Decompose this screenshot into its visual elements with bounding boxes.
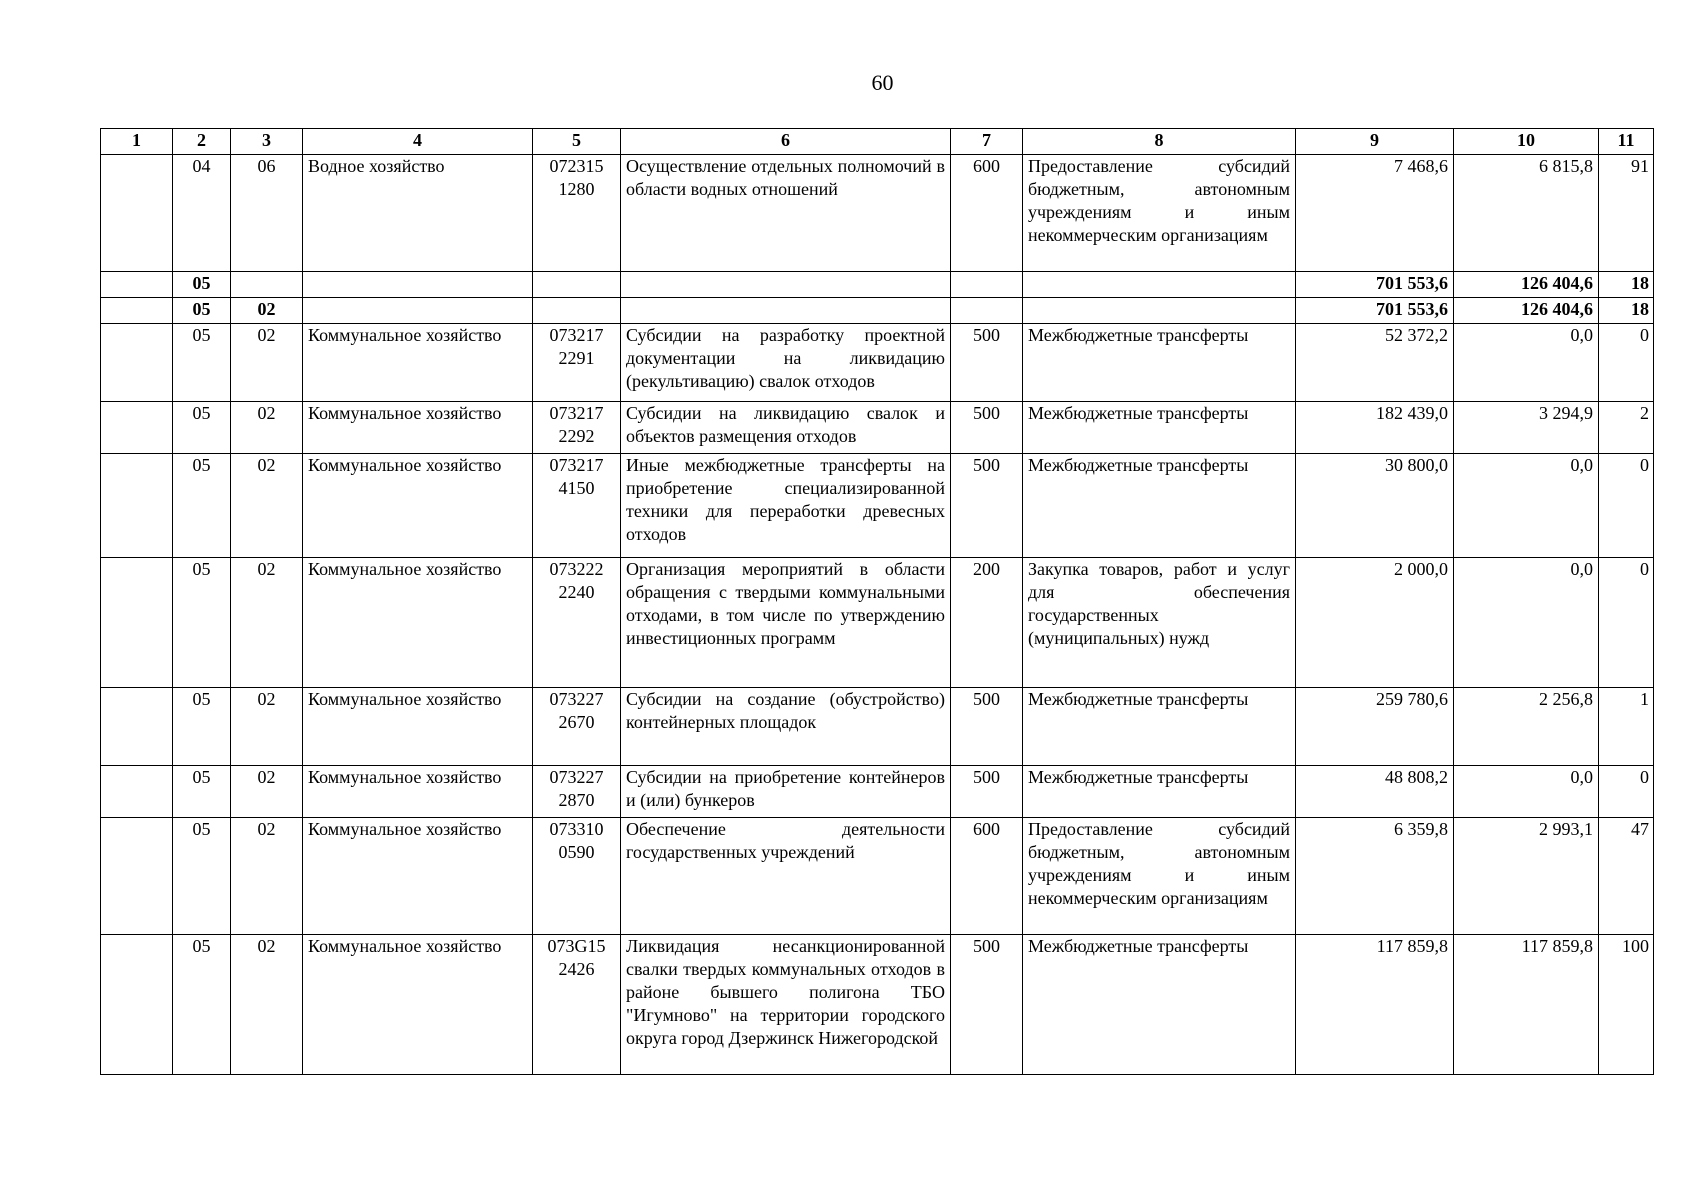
code-line-2: 1280 [558,179,595,199]
cell-actual: 2 256,8 [1454,688,1599,766]
cell-description [621,298,951,324]
code-line-2: 4150 [558,478,595,498]
column-header-1: 1 [101,129,173,155]
cell-actual: 2 993,1 [1454,818,1599,935]
column-header-7: 7 [951,129,1023,155]
cell-name: Коммунальное хозяйство [303,935,533,1075]
cell-subsection: 02 [231,298,303,324]
cell-subsection: 02 [231,402,303,454]
cell-expense-type [951,272,1023,298]
code-line-1: 073310 [549,819,604,839]
code-line-2: 2240 [558,582,595,602]
cell-target-code [533,454,621,558]
cell-name: Коммунальное хозяйство [303,766,533,818]
cell-section: 05 [173,558,231,688]
code-line-1: 073227 [549,689,604,709]
column-header-10: 10 [1454,129,1599,155]
cell-col1 [101,272,173,298]
code-line-2: 0590 [558,842,595,862]
cell-planned: 52 372,2 [1296,324,1454,402]
cell-planned: 2 000,0 [1296,558,1454,688]
subtotal-row [101,298,1654,324]
table-row [101,766,1654,818]
cell-actual: 0,0 [1454,766,1599,818]
code-line-2: 2670 [558,712,595,732]
cell-section: 05 [173,402,231,454]
cell-description: Обеспечение деятельности государственных учреждений [621,818,951,935]
cell-name: Коммунальное хозяйство [303,558,533,688]
cell-expense-name [1023,272,1296,298]
cell-planned: 701 553,6 [1296,298,1454,324]
cell-expense-type: 600 [951,155,1023,272]
cell-expense-name: Межбюджетные трансферты [1023,688,1296,766]
column-header-3: 3 [231,129,303,155]
cell-description [621,272,951,298]
cell-percent: 0 [1599,454,1654,558]
column-header-11: 11 [1599,129,1654,155]
code-line-1: 073217 [549,403,604,423]
cell-expense-type [951,298,1023,324]
column-header-4: 4 [303,129,533,155]
code-line-2: 2870 [558,790,595,810]
cell-col1 [101,402,173,454]
cell-expense-type: 500 [951,935,1023,1075]
cell-subsection: 06 [231,155,303,272]
cell-percent: 91 [1599,155,1654,272]
cell-expense-type: 500 [951,402,1023,454]
cell-col1 [101,558,173,688]
budget-table [100,128,1654,1075]
cell-target-code [533,558,621,688]
cell-section: 05 [173,688,231,766]
code-line-2: 2292 [558,426,595,446]
cell-expense-type: 500 [951,324,1023,402]
cell-section: 05 [173,935,231,1075]
cell-expense-name: Межбюджетные трансферты [1023,766,1296,818]
cell-description: Субсидии на разработку проектной документации на ликвидацию (рекультивацию) свалок отходов [621,324,951,402]
cell-col1 [101,324,173,402]
cell-target-code [533,402,621,454]
cell-section: 05 [173,298,231,324]
column-header-5: 5 [533,129,621,155]
cell-expense-type: 200 [951,558,1023,688]
cell-subsection: 02 [231,935,303,1075]
cell-name: Коммунальное хозяйство [303,688,533,766]
cell-expense-type: 600 [951,818,1023,935]
cell-name: Коммунальное хозяйство [303,454,533,558]
cell-subsection: 02 [231,688,303,766]
cell-planned: 6 359,8 [1296,818,1454,935]
cell-expense-name: Предоставление субсидий бюджетным, автономным учреждениям и иным некоммерческим организациям [1023,818,1296,935]
cell-description: Субсидии на приобретение контейнеров и (или) бункеров [621,766,951,818]
code-line-1: 073G15 [547,936,606,956]
code-line-1: 073217 [549,325,604,345]
cell-subsection: 02 [231,324,303,402]
cell-name [303,272,533,298]
cell-subsection: 02 [231,558,303,688]
table-row [101,324,1654,402]
cell-description: Иные межбюджетные трансферты на приобретение специализированной техники для переработки древесных отходов [621,454,951,558]
table-row [101,402,1654,454]
cell-section: 05 [173,818,231,935]
cell-actual: 126 404,6 [1454,272,1599,298]
cell-target-code [533,935,621,1075]
column-header-6: 6 [621,129,951,155]
code-line-2: 2291 [558,348,595,368]
code-line-1: 073227 [549,767,604,787]
cell-planned: 701 553,6 [1296,272,1454,298]
cell-expense-name: Межбюджетные трансферты [1023,935,1296,1075]
cell-name: Водное хозяйство [303,155,533,272]
cell-target-code [533,688,621,766]
column-header-9: 9 [1296,129,1454,155]
cell-target-code [533,818,621,935]
cell-name [303,298,533,324]
cell-percent: 0 [1599,766,1654,818]
cell-name: Коммунальное хозяйство [303,324,533,402]
cell-percent: 18 [1599,298,1654,324]
cell-description: Осуществление отдельных полномочий в области водных отношений [621,155,951,272]
cell-expense-type: 500 [951,766,1023,818]
cell-actual: 126 404,6 [1454,298,1599,324]
cell-description: Субсидии на ликвидацию свалок и объектов размещения отходов [621,402,951,454]
cell-planned: 117 859,8 [1296,935,1454,1075]
cell-planned: 48 808,2 [1296,766,1454,818]
cell-subsection [231,272,303,298]
page-number: 60 [871,70,894,95]
cell-col1 [101,766,173,818]
cell-actual: 0,0 [1454,324,1599,402]
cell-expense-type: 500 [951,688,1023,766]
cell-actual: 3 294,9 [1454,402,1599,454]
table-row [101,688,1654,766]
cell-section: 04 [173,155,231,272]
cell-description: Субсидии на создание (обустройство) контейнерных площадок [621,688,951,766]
cell-description: Организация мероприятий в области обращения с твердыми коммунальными отходами, в том числе по утверждению инвестиционных программ [621,558,951,688]
cell-percent: 18 [1599,272,1654,298]
table-row [101,454,1654,558]
cell-target-code [533,155,621,272]
code-line-1: 073217 [549,455,604,475]
column-header-8: 8 [1023,129,1296,155]
cell-section: 05 [173,766,231,818]
cell-expense-name [1023,298,1296,324]
cell-col1 [101,935,173,1075]
code-line-1: 073222 [549,559,604,579]
cell-description: Ликвидация несанкционированной свалки твердых коммунальных отходов в районе бывшего полигона ТБО "Игумново" на территории городского округа город Дзержинск Нижегородской [621,935,951,1075]
cell-actual: 6 815,8 [1454,155,1599,272]
cell-target-code [533,272,621,298]
cell-expense-name: Межбюджетные трансферты [1023,324,1296,402]
cell-actual: 0,0 [1454,558,1599,688]
cell-target-code [533,324,621,402]
cell-section: 05 [173,324,231,402]
cell-col1 [101,454,173,558]
cell-target-code [533,298,621,324]
table-row [101,155,1654,272]
cell-planned: 182 439,0 [1296,402,1454,454]
cell-percent: 100 [1599,935,1654,1075]
cell-expense-name: Межбюджетные трансферты [1023,402,1296,454]
cell-col1 [101,155,173,272]
subtotal-row [101,272,1654,298]
cell-name: Коммунальное хозяйство [303,818,533,935]
cell-name: Коммунальное хозяйство [303,402,533,454]
cell-actual: 0,0 [1454,454,1599,558]
cell-subsection: 02 [231,818,303,935]
cell-expense-name: Предоставление субсидий бюджетным, автономным учреждениям и иным некоммерческим организациям [1023,155,1296,272]
cell-percent: 0 [1599,558,1654,688]
cell-planned: 30 800,0 [1296,454,1454,558]
cell-section: 05 [173,454,231,558]
cell-planned: 7 468,6 [1296,155,1454,272]
cell-expense-name: Закупка товаров, работ и услуг для обеспечения государственных (муниципальных) нужд [1023,558,1296,688]
cell-percent: 47 [1599,818,1654,935]
code-line-2: 2426 [558,959,595,979]
header-row [101,129,1654,155]
cell-subsection: 02 [231,766,303,818]
cell-target-code [533,766,621,818]
cell-actual: 117 859,8 [1454,935,1599,1075]
table-row [101,935,1654,1075]
code-line-1: 072315 [549,156,604,176]
cell-planned: 259 780,6 [1296,688,1454,766]
cell-subsection: 02 [231,454,303,558]
cell-percent: 2 [1599,402,1654,454]
cell-col1 [101,298,173,324]
cell-expense-name: Межбюджетные трансферты [1023,454,1296,558]
table-row [101,818,1654,935]
cell-col1 [101,818,173,935]
column-header-2: 2 [173,129,231,155]
cell-percent: 1 [1599,688,1654,766]
cell-section: 05 [173,272,231,298]
cell-expense-type: 500 [951,454,1023,558]
cell-col1 [101,688,173,766]
table-row [101,558,1654,688]
cell-percent: 0 [1599,324,1654,402]
